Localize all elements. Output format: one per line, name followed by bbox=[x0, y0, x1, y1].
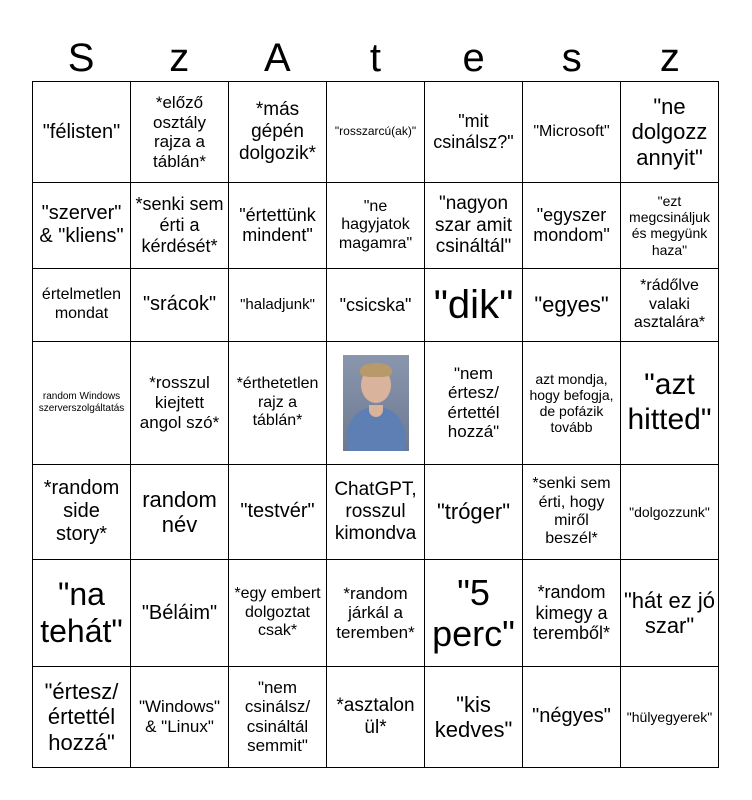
bingo-cell[interactable]: "hülyegyerek" bbox=[621, 666, 719, 767]
bingo-cell[interactable]: "Microsoft" bbox=[523, 82, 621, 183]
bingo-cell[interactable]: "nem értesz/ értettél hozzá" bbox=[425, 341, 523, 464]
bingo-cell[interactable]: random Windows szerverszolgáltatás bbox=[33, 341, 131, 464]
bingo-cell[interactable]: "ne dolgozz annyit" bbox=[621, 82, 719, 183]
bingo-cell[interactable]: "Béláim" bbox=[131, 560, 229, 667]
bingo-cell[interactable]: "kis kedves" bbox=[425, 666, 523, 767]
bingo-cell[interactable]: "azt hitted" bbox=[621, 341, 719, 464]
grid-row bbox=[33, 464, 719, 559]
bingo-cell[interactable]: "nagyon szar amit csináltál" bbox=[425, 183, 523, 269]
bingo-cell[interactable]: *random kimegy a teremből* bbox=[523, 560, 621, 667]
bingo-cell[interactable]: "dik" bbox=[425, 268, 523, 341]
bingo-cell[interactable]: *senki sem érti, hogy miről beszél* bbox=[523, 464, 621, 559]
grid-row bbox=[33, 183, 719, 269]
bingo-cell[interactable]: "Windows" & "Linux" bbox=[131, 666, 229, 767]
bingo-cell[interactable]: *random járkál a teremben* bbox=[327, 560, 425, 667]
free-space-photo-cell[interactable] bbox=[327, 341, 425, 464]
bingo-cell[interactable]: "dolgozzunk" bbox=[621, 464, 719, 559]
bingo-cell[interactable]: "haladjunk" bbox=[229, 268, 327, 341]
bingo-cell[interactable]: "szerver" & "kliens" bbox=[33, 183, 131, 269]
bingo-cell[interactable]: *rosszul kiejtett angol szó* bbox=[131, 341, 229, 464]
bingo-grid bbox=[32, 81, 719, 768]
header-letter: A bbox=[263, 36, 291, 80]
bingo-cell[interactable]: *asztalon ül* bbox=[327, 666, 425, 767]
header-letter: S bbox=[67, 36, 95, 80]
bingo-cell[interactable]: "tróger" bbox=[425, 464, 523, 559]
header-letter: z bbox=[659, 36, 680, 80]
bingo-cell[interactable]: "egyes" bbox=[523, 268, 621, 341]
bingo-cell[interactable]: "5 perc" bbox=[425, 560, 523, 667]
bingo-header bbox=[32, 34, 719, 82]
grid-row bbox=[33, 341, 719, 464]
bingo-cell[interactable]: "testvér" bbox=[229, 464, 327, 559]
header-letter: s bbox=[561, 36, 582, 80]
bingo-cell[interactable]: *előző osztály rajza a táblán* bbox=[131, 82, 229, 183]
bingo-cell[interactable]: "nem csinálsz/ csináltál semmit" bbox=[229, 666, 327, 767]
bingo-cell[interactable]: "mit csinálsz?" bbox=[425, 82, 523, 183]
bingo-cell[interactable]: "ne hagyjatok magamra" bbox=[327, 183, 425, 269]
bingo-cell[interactable]: "négyes" bbox=[523, 666, 621, 767]
bingo-cell[interactable]: "srácok" bbox=[131, 268, 229, 341]
header-letter: e bbox=[462, 36, 485, 80]
bingo-cell[interactable]: "ezt megcsináljuk és megyünk haza" bbox=[621, 183, 719, 269]
bingo-cell[interactable]: *egy embert dolgoztat csak* bbox=[229, 560, 327, 667]
bingo-cell[interactable]: "na tehát" bbox=[33, 560, 131, 667]
bingo-cell[interactable]: azt mondja, hogy befogja, de pofázik tovább bbox=[523, 341, 621, 464]
bingo-cell[interactable]: *rádőlve valaki asztalára* bbox=[621, 268, 719, 341]
bingo-cell[interactable]: *más gépén dolgozik* bbox=[229, 82, 327, 183]
bingo-cell[interactable]: "csicska" bbox=[327, 268, 425, 341]
bingo-cell[interactable]: "egyszer mondom" bbox=[523, 183, 621, 269]
portrait-photo bbox=[343, 355, 409, 451]
bingo-cell[interactable]: "hát ez jó szar" bbox=[621, 560, 719, 667]
header-letter: z bbox=[169, 36, 190, 80]
bingo-cell[interactable]: "félisten" bbox=[33, 82, 131, 183]
bingo-cell[interactable]: ChatGPT, rosszul kimondva bbox=[327, 464, 425, 559]
bingo-cell[interactable]: random név bbox=[131, 464, 229, 559]
bingo-cell[interactable]: "értettünk mindent" bbox=[229, 183, 327, 269]
grid-row bbox=[33, 82, 719, 183]
bingo-cell[interactable]: *senki sem érti a kérdését* bbox=[131, 183, 229, 269]
grid-row bbox=[33, 666, 719, 767]
bingo-cell[interactable]: *random side story* bbox=[33, 464, 131, 559]
bingo-cell[interactable]: "értesz/ értettél hozzá" bbox=[33, 666, 131, 767]
grid-row bbox=[33, 560, 719, 667]
bingo-cell[interactable]: "rosszarcú(ak)" bbox=[327, 82, 425, 183]
header-letter: t bbox=[369, 36, 381, 80]
grid-row bbox=[33, 268, 719, 341]
bingo-cell[interactable]: értelmetlen mondat bbox=[33, 268, 131, 341]
bingo-cell[interactable]: *érthetetlen rajz a táblán* bbox=[229, 341, 327, 464]
